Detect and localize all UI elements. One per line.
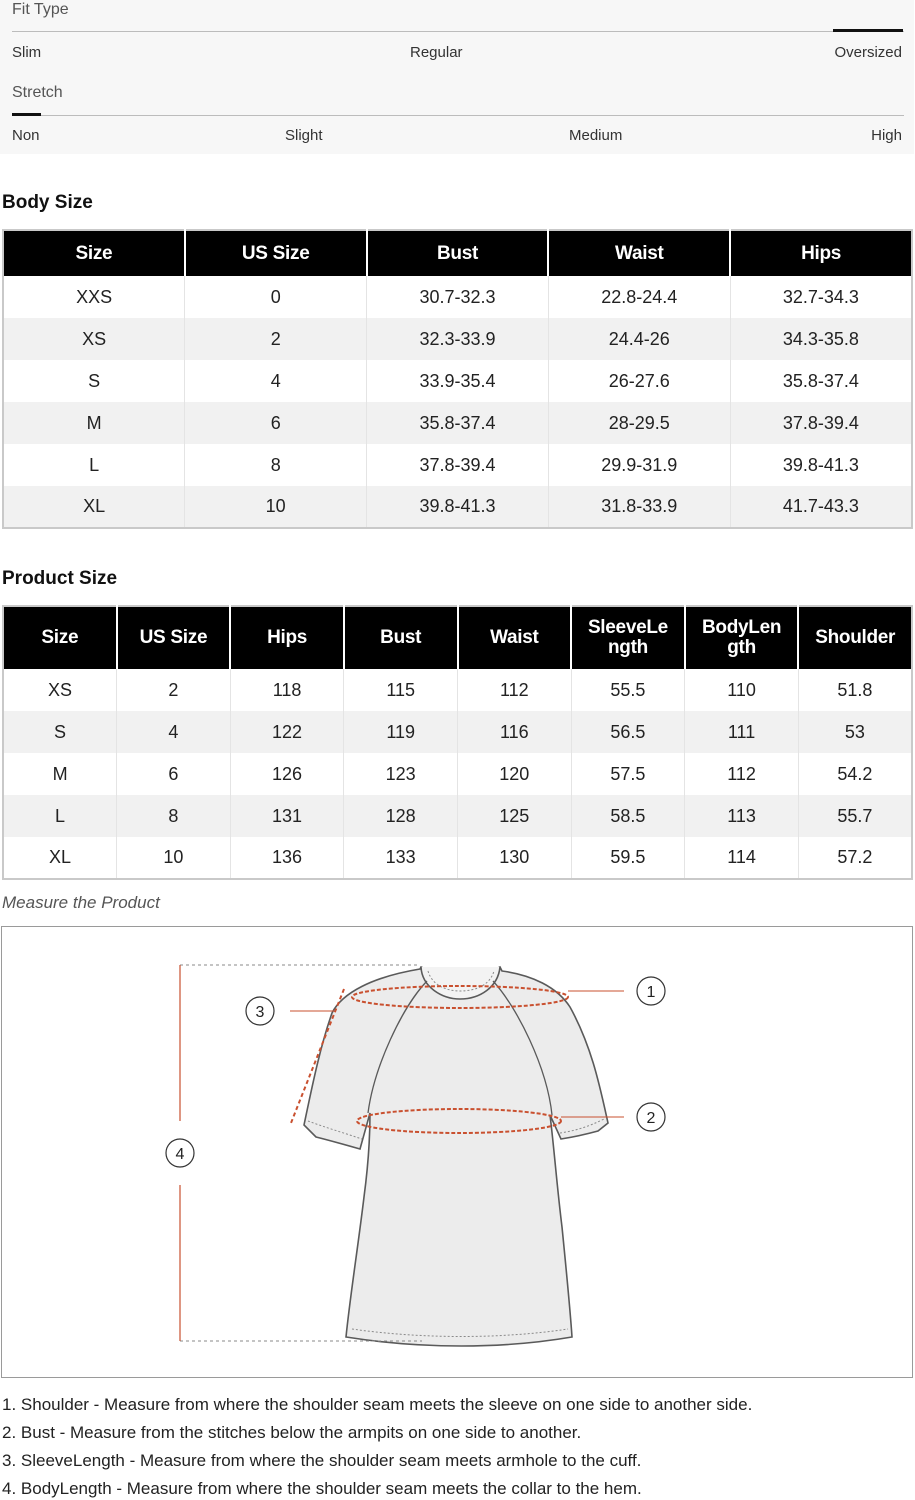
stretch-option-non: Non: [12, 127, 40, 144]
table-cell: 32.7-34.3: [730, 276, 912, 318]
marker-1: [637, 977, 665, 1005]
table-row: [3, 837, 912, 879]
table-cell: L: [3, 795, 117, 837]
note-shoulder: 1. Shoulder - Measure from where the shoulder seam meets the sleeve on one side to another side.: [2, 1395, 753, 1414]
table-cell: 8: [185, 444, 367, 486]
table-cell: 8: [117, 795, 231, 837]
table-cell: XL: [3, 486, 185, 528]
table-row: [3, 360, 912, 402]
note-body-length: 4. BodyLength - Measure from where the shoulder seam meets the collar to the hem.: [2, 1479, 642, 1498]
note-bust: 2. Bust - Measure from the stitches below the armpits on one side to another.: [2, 1423, 582, 1442]
marker-2-label: 2: [646, 1110, 656, 1127]
product-table-header-2: Hips: [230, 606, 344, 669]
table-cell: 35.8-37.4: [367, 402, 549, 444]
product-size-title: Product Size: [2, 568, 118, 589]
table-cell: 24.4-26: [548, 318, 730, 360]
table-cell: 6: [117, 753, 231, 795]
table-cell: XS: [3, 669, 117, 711]
table-cell: 39.8-41.3: [367, 486, 549, 528]
table-cell: 56.5: [571, 711, 685, 753]
table-cell: 57.5: [571, 753, 685, 795]
body-size-title: Body Size: [2, 192, 93, 213]
table-cell: 110: [685, 669, 799, 711]
fit-type-scale: [12, 31, 904, 32]
product-table-header-3: Bust: [344, 606, 458, 669]
table-cell: 136: [230, 837, 344, 879]
table-row: [3, 795, 912, 837]
tshirt-diagram: [2, 927, 914, 1379]
table-cell: 39.8-41.3: [730, 444, 912, 486]
body-size-header-row: [3, 230, 912, 276]
table-cell: 31.8-33.9: [548, 486, 730, 528]
marker-4-label: 4: [175, 1146, 185, 1163]
table-cell: 125: [458, 795, 572, 837]
table-cell: 6: [185, 402, 367, 444]
table-cell: 57.2: [798, 837, 912, 879]
table-cell: 41.7-43.3: [730, 486, 912, 528]
measurement-diagram: [1, 926, 913, 1378]
table-cell: 22.8-24.4: [548, 276, 730, 318]
table-cell: 55.7: [798, 795, 912, 837]
table-cell: 126: [230, 753, 344, 795]
product-size-header-row: [3, 606, 912, 669]
product-table-header-0: Size: [3, 606, 117, 669]
stretch-option-medium: Medium: [569, 127, 623, 144]
product-table-header-7: Shoulder: [798, 606, 912, 669]
marker-1-label: 1: [646, 984, 656, 1001]
product-table-header-6: BodyLen gth: [685, 606, 799, 669]
body-table-header-1: US Size: [185, 230, 367, 276]
table-cell: S: [3, 711, 117, 753]
table-row: [3, 444, 912, 486]
stretch-scale: [12, 115, 904, 116]
measurement-notes: [2, 1391, 752, 1500]
fit-type-selected-marker: [833, 29, 903, 32]
table-cell: XXS: [3, 276, 185, 318]
fit-option-slim: Slim: [12, 44, 42, 61]
body-table-header-4: Hips: [730, 230, 912, 276]
marker-2: [637, 1103, 665, 1131]
table-cell: 112: [685, 753, 799, 795]
table-cell: 34.3-35.8: [730, 318, 912, 360]
table-cell: 0: [185, 276, 367, 318]
table-cell: M: [3, 753, 117, 795]
table-cell: 26-27.6: [548, 360, 730, 402]
table-row: [3, 276, 912, 318]
product-table-header-1: US Size: [117, 606, 231, 669]
table-cell: 32.3-33.9: [367, 318, 549, 360]
table-cell: 4: [185, 360, 367, 402]
table-cell: M: [3, 402, 185, 444]
table-row: [3, 753, 912, 795]
table-row: [3, 669, 912, 711]
body-table-header-3: Waist: [548, 230, 730, 276]
table-cell: 28-29.5: [548, 402, 730, 444]
table-cell: 4: [117, 711, 231, 753]
table-cell: 113: [685, 795, 799, 837]
measure-caption: Measure the Product: [2, 893, 160, 912]
table-row: [3, 711, 912, 753]
table-cell: 112: [458, 669, 572, 711]
table-cell: 2: [185, 318, 367, 360]
fit-option-regular: Regular: [410, 44, 463, 61]
stretch-option-high: High: [871, 127, 902, 144]
product-table-header-4: Waist: [458, 606, 572, 669]
table-cell: 54.2: [798, 753, 912, 795]
table-row: [3, 486, 912, 528]
table-cell: 114: [685, 837, 799, 879]
tshirt-outline: [304, 967, 608, 1346]
table-cell: 119: [344, 711, 458, 753]
table-cell: 30.7-32.3: [367, 276, 549, 318]
fit-type-title: Fit Type: [12, 1, 69, 18]
table-cell: 10: [185, 486, 367, 528]
table-cell: 29.9-31.9: [548, 444, 730, 486]
table-cell: 111: [685, 711, 799, 753]
table-cell: 53: [798, 711, 912, 753]
product-table-header-5: SleeveLe ngth: [571, 606, 685, 669]
table-cell: 131: [230, 795, 344, 837]
table-cell: L: [3, 444, 185, 486]
table-row: [3, 402, 912, 444]
table-row: [3, 318, 912, 360]
note-sleeve-length: 3. SleeveLength - Measure from where the shoulder seam meets armhole to the cuff.: [2, 1451, 642, 1470]
table-cell: 128: [344, 795, 458, 837]
table-cell: 51.8: [798, 669, 912, 711]
table-cell: 10: [117, 837, 231, 879]
table-cell: 59.5: [571, 837, 685, 879]
table-cell: 35.8-37.4: [730, 360, 912, 402]
table-cell: XS: [3, 318, 185, 360]
marker-3: [246, 997, 274, 1025]
table-cell: 118: [230, 669, 344, 711]
table-cell: 37.8-39.4: [730, 402, 912, 444]
table-cell: 58.5: [571, 795, 685, 837]
fit-stretch-panel: [0, 0, 914, 154]
table-cell: 37.8-39.4: [367, 444, 549, 486]
table-cell: 120: [458, 753, 572, 795]
table-cell: 130: [458, 837, 572, 879]
fit-option-oversized: Oversized: [834, 44, 902, 61]
table-cell: 116: [458, 711, 572, 753]
marker-3-label: 3: [255, 1004, 265, 1021]
body-table-header-0: Size: [3, 230, 185, 276]
table-cell: 123: [344, 753, 458, 795]
table-cell: 2: [117, 669, 231, 711]
product-size-table: [2, 605, 913, 880]
table-cell: 55.5: [571, 669, 685, 711]
marker-4: [166, 1139, 194, 1167]
stretch-option-slight: Slight: [285, 127, 323, 144]
table-cell: 33.9-35.4: [367, 360, 549, 402]
table-cell: 133: [344, 837, 458, 879]
table-cell: 115: [344, 669, 458, 711]
body-table-header-2: Bust: [367, 230, 549, 276]
stretch-title: Stretch: [12, 84, 63, 101]
stretch-selected-marker: [12, 113, 41, 116]
table-cell: 122: [230, 711, 344, 753]
body-size-table: [2, 229, 913, 529]
table-cell: S: [3, 360, 185, 402]
table-cell: XL: [3, 837, 117, 879]
